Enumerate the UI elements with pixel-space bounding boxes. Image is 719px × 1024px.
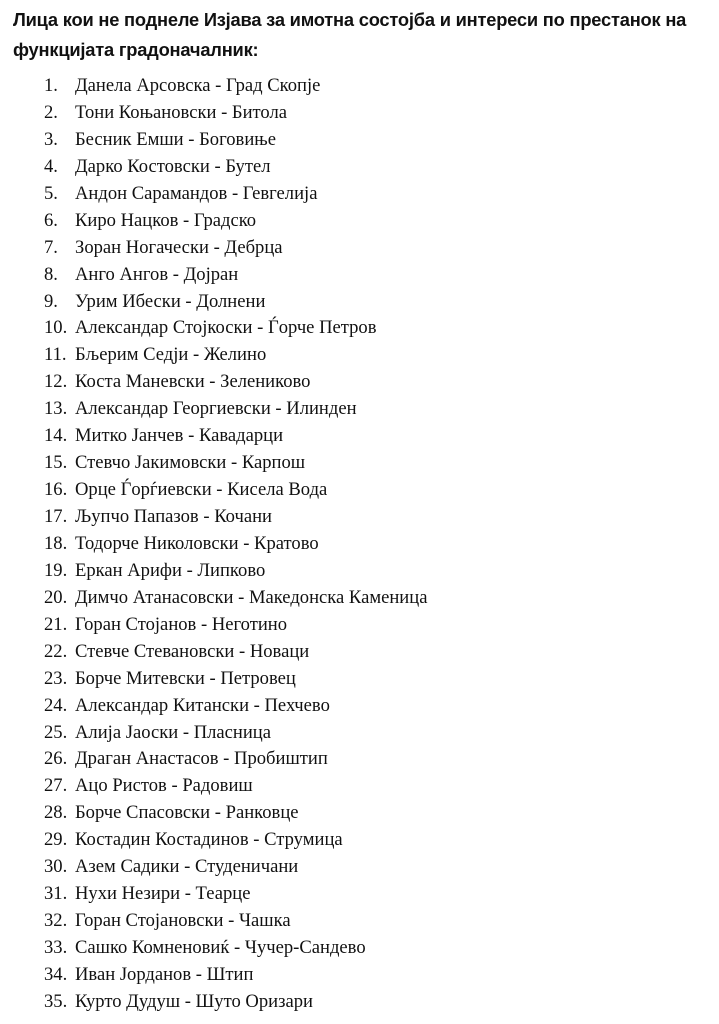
list-item-text: Орце Ѓорѓиевски - Кисела Вода	[75, 479, 328, 501]
list-item-number: 10.	[44, 317, 68, 339]
list-item-text: Иван Јорданов - Штип	[75, 963, 254, 985]
list-item-text: Коста Маневски - Зелениково	[75, 371, 311, 393]
list-item-number: 11.	[44, 344, 67, 366]
list-item-number: 14.	[44, 425, 68, 447]
list-item-text: Еркан Арифи - Липково	[75, 559, 266, 581]
list-item-number: 17.	[44, 506, 68, 527]
list-item-text: Стевче Стевановски - Новаци	[75, 640, 310, 662]
list-item-number: 30.	[44, 856, 68, 878]
list-item-text: Димчо Атанасовски - Македонска Каменица	[75, 586, 428, 608]
list-item-number: 33.	[44, 937, 68, 958]
list-item-number: 24.	[44, 694, 68, 716]
list-item-number: 28.	[44, 802, 68, 824]
list-item-text: Курто Дудуш - Шуто Оризари	[75, 990, 313, 1012]
list-item-number: 18.	[44, 532, 68, 554]
list-item-number: 2.	[44, 101, 58, 123]
list-item-number: 29.	[44, 829, 68, 851]
list-item-text: Урим Ибески - Долнени	[75, 290, 266, 312]
list-item-text: Стевчо Јакимовски - Карпош	[75, 452, 306, 474]
list-item-number: 15.	[44, 452, 68, 474]
list-item-text: Александар Китански - Пехчево	[75, 694, 330, 716]
list-item-number: 20.	[44, 586, 68, 608]
list-item-text: Данела Арсовска - Град Скопје	[75, 75, 321, 96]
list-item-text: Азем Садики - Студеничани	[75, 856, 299, 878]
list-item-text: Горан Стојанов - Неготино	[75, 613, 288, 635]
list-item-number: 7.	[44, 236, 58, 258]
list-item-number: 16.	[44, 479, 68, 501]
list-item-number: 5.	[44, 182, 58, 204]
list-item-text: Љупчо Папазов - Кочани	[75, 506, 272, 527]
list-item-number: 27.	[44, 775, 68, 797]
list-item-text: Зоран Ногачески - Дебрца	[75, 236, 283, 258]
list-item-number: 1.	[44, 75, 58, 96]
list-item-number: 12.	[44, 371, 68, 393]
list-item-text: Бљерим Седји - Желино	[75, 344, 267, 366]
list-item-text: Александар Георгиевски - Илинден	[75, 398, 357, 420]
document-heading: Лица кои не поднеле Изјава за имотна состојба и интереси по престанок на функцијата градоначалник:	[13, 9, 687, 60]
list-item-number: 34.	[44, 963, 68, 985]
list-item-text: Нухи Незири - Теарце	[75, 883, 251, 905]
list-item-number: 3.	[44, 128, 58, 150]
list-item-number: 35.	[44, 990, 68, 1012]
list-item-number: 4.	[44, 155, 58, 177]
list-item-number: 13.	[44, 398, 68, 420]
list-item-text: Дарко Костовски - Бутел	[75, 155, 271, 177]
list-item-number: 26.	[44, 748, 68, 770]
list-item-text: Костадин Костадинов - Струмица	[75, 829, 343, 851]
list-item-text: Ацо Ристов - Радовиш	[75, 775, 253, 797]
list-item-text: Александар Стојкоски - Ѓорче Петров	[75, 317, 377, 339]
list-item-number: 22.	[44, 640, 68, 662]
list-item-text: Борче Спасовски - Ранковце	[75, 802, 299, 824]
list-item-number: 19.	[44, 559, 68, 581]
list-item-text: Алија Јаоски - Пласница	[75, 721, 272, 743]
list-item-text: Драган Анастасов - Пробиштип	[75, 748, 328, 770]
list-item-number: 9.	[44, 290, 58, 312]
list-item-text: Андон Сарамандов - Гевгелија	[75, 182, 318, 204]
list-item-number: 23.	[44, 667, 68, 689]
list-item-number: 31.	[44, 883, 68, 905]
list-item-text: Анго Ангов - Дојран	[75, 263, 239, 285]
list-item-text: Борче Митевски - Петровец	[75, 667, 296, 689]
list-item-number: 32.	[44, 910, 68, 932]
list-item-text: Тодорче Николовски - Кратово	[75, 532, 319, 554]
list-item-text: Бесник Емши - Боговиње	[75, 128, 276, 150]
list-item-number: 25.	[44, 721, 68, 743]
list-item-number: 21.	[44, 613, 68, 635]
list-item-text: Митко Јанчев - Кавадарци	[75, 425, 284, 447]
list-item-number: 8.	[44, 263, 58, 285]
list-item-text: Тони Коњановски - Битола	[75, 101, 288, 123]
list-item-text: Сашко Комненовиќ - Чучер-Сандево	[75, 937, 366, 958]
list-item-number: 6.	[44, 209, 58, 231]
list-item-text: Горан Стојановски - Чашка	[75, 910, 291, 932]
list-item-text: Киро Нацков - Градско	[75, 209, 257, 231]
